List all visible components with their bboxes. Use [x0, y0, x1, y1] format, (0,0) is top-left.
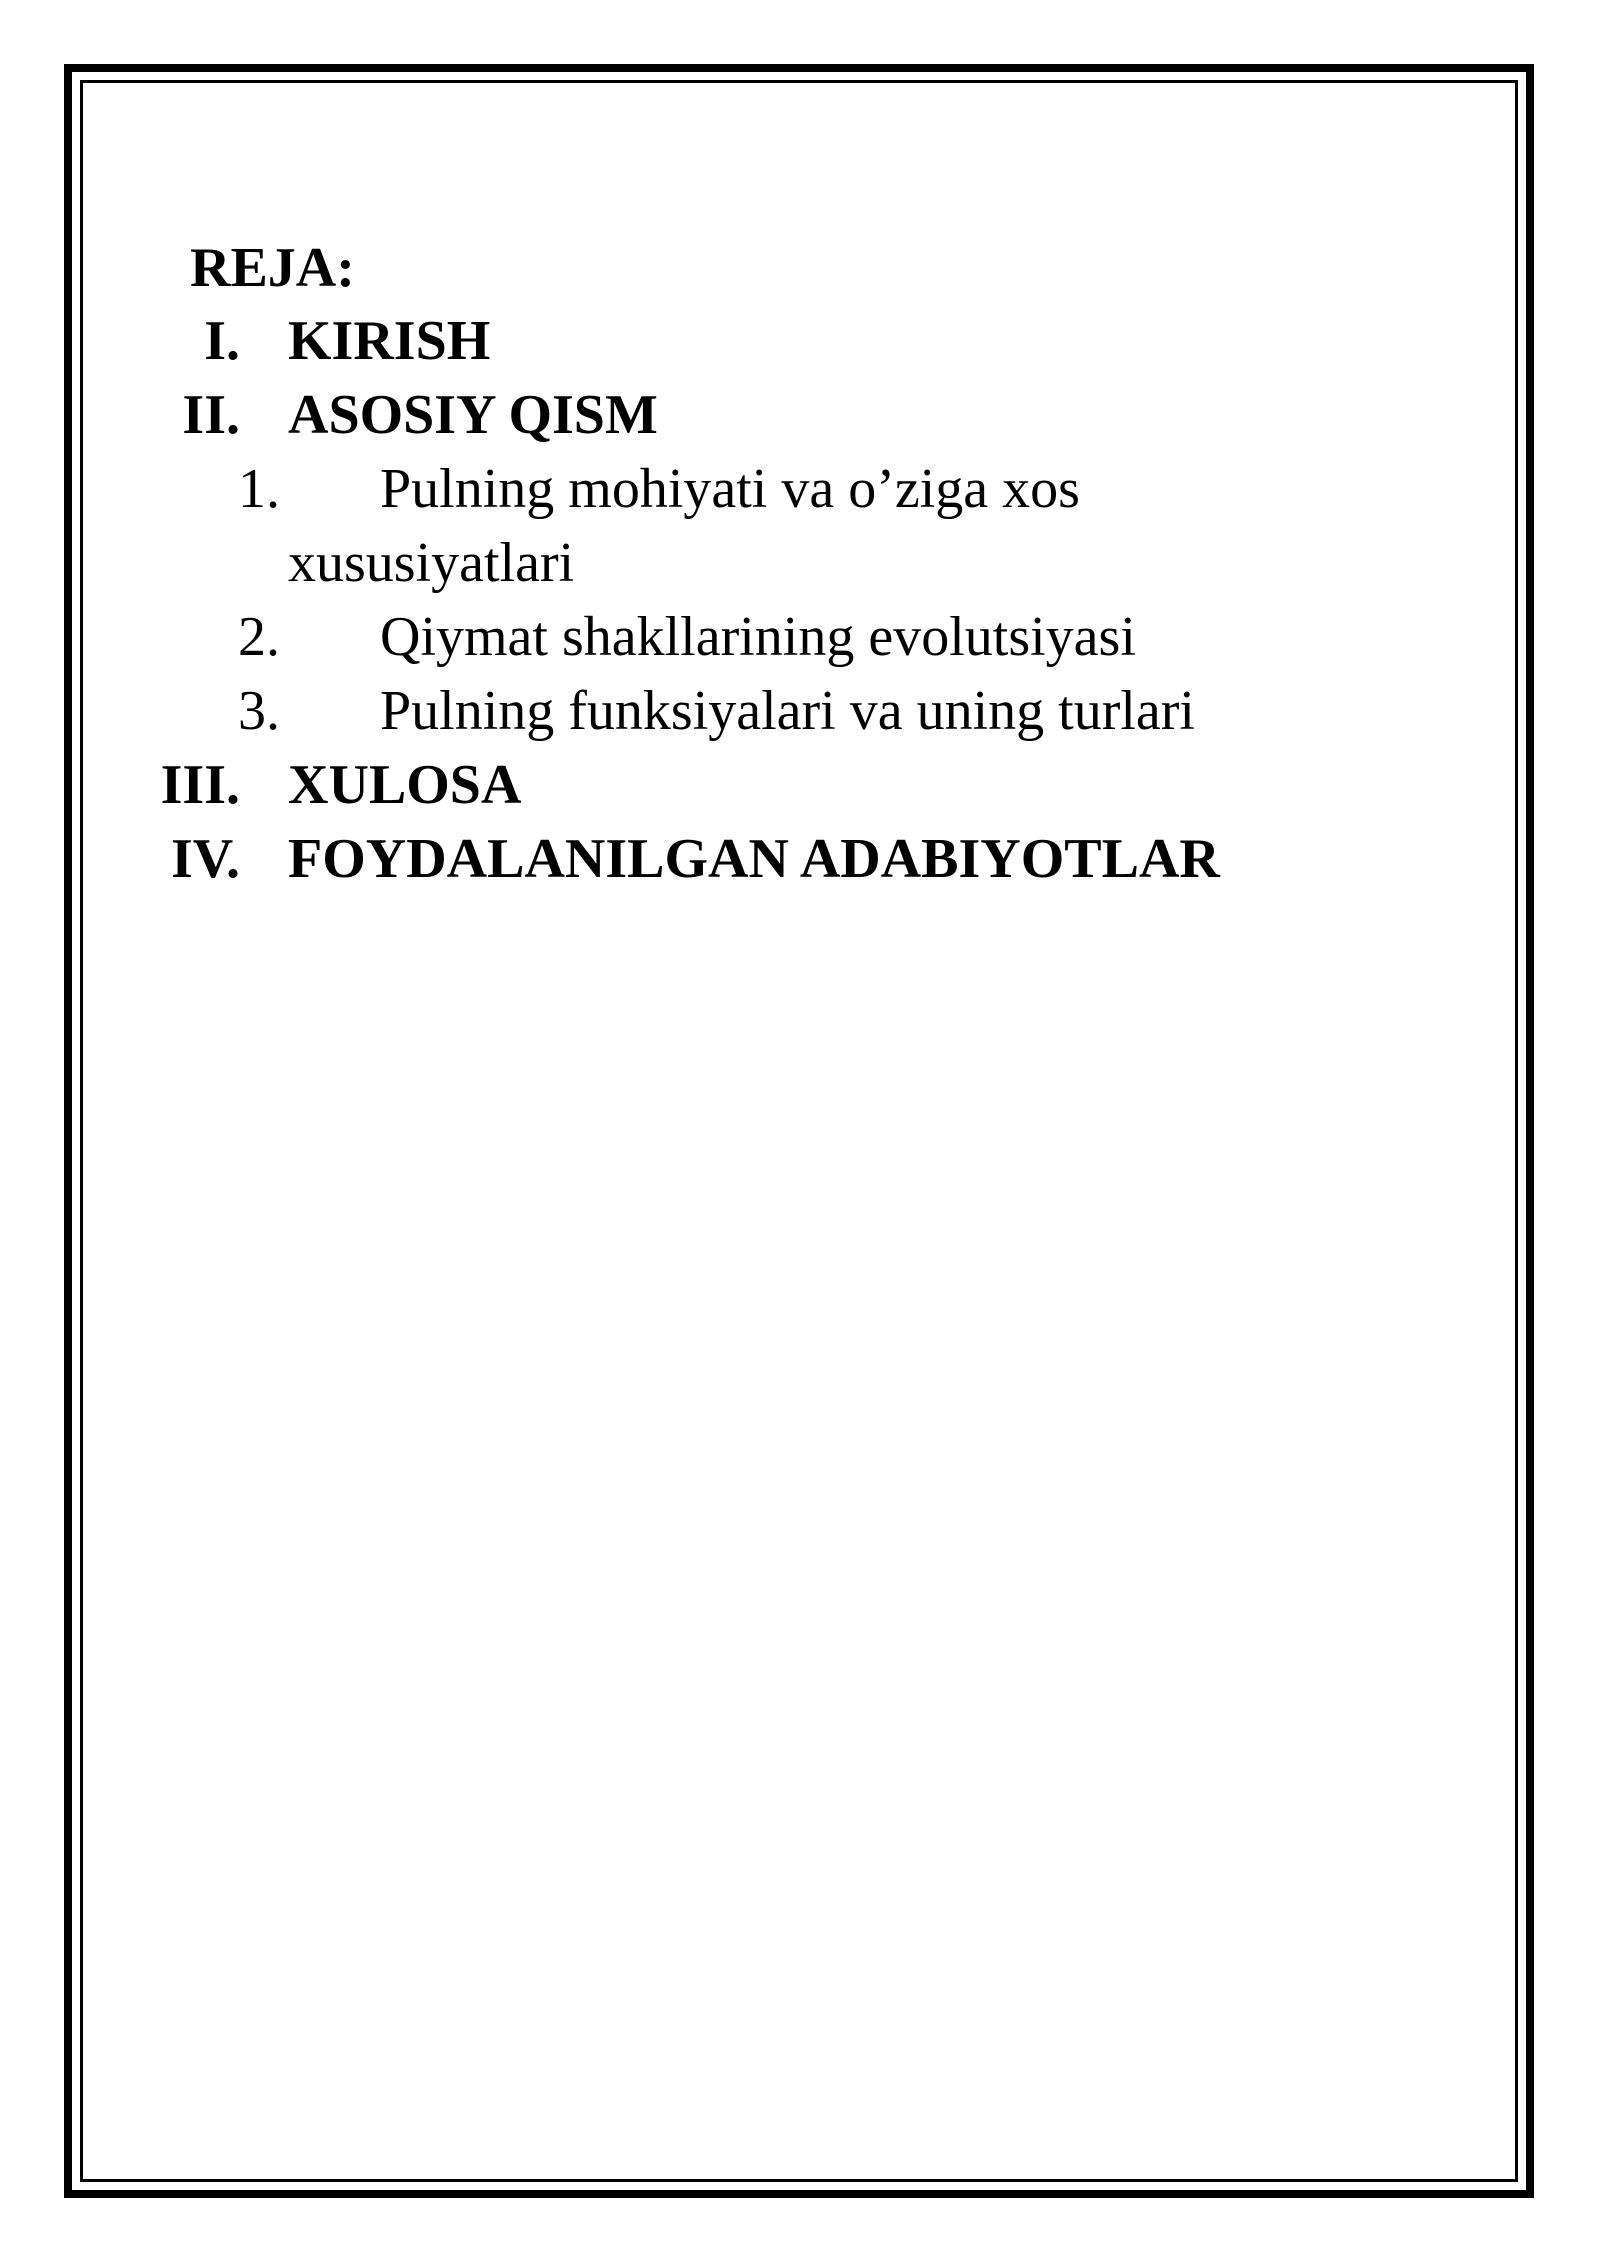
section-numeral: II. — [182, 384, 240, 446]
section-title: XULOSA — [288, 754, 522, 816]
plan-section-2 — [0, 378, 1600, 452]
subsection-title: Pulning funksiyalari va uning turlari — [380, 680, 1195, 742]
subsection-number: 1. — [238, 458, 280, 520]
plan-subsection-2 — [0, 600, 1600, 674]
subsection-number: 2. — [238, 606, 280, 668]
section-numeral: IV. — [170, 828, 240, 890]
subsection-title: Pulning mohiyati va o’ziga xos — [380, 458, 1080, 520]
section-numeral: III. — [160, 754, 240, 816]
subsection-title: Qiymat shakllarining evolutsiyasi — [380, 606, 1136, 668]
section-title: KIRISH — [288, 310, 491, 372]
subsection-number: 3. — [238, 680, 280, 742]
section-title: FOYDALANILGAN ADABIYOTLAR — [288, 828, 1220, 890]
subsection-title-continued: xususiyatlari — [288, 532, 575, 594]
plan-subsection-3 — [0, 674, 1600, 748]
plan-heading: REJA: — [190, 237, 355, 299]
plan-subsection-1 — [0, 452, 1600, 526]
plan-subsection-1-continued — [0, 526, 1600, 600]
plan-section-3 — [0, 748, 1600, 822]
section-title: ASOSIY QISM — [288, 384, 658, 446]
plan-section-4 — [0, 822, 1600, 896]
section-numeral: I. — [204, 310, 240, 372]
plan-section-1 — [0, 304, 1600, 378]
